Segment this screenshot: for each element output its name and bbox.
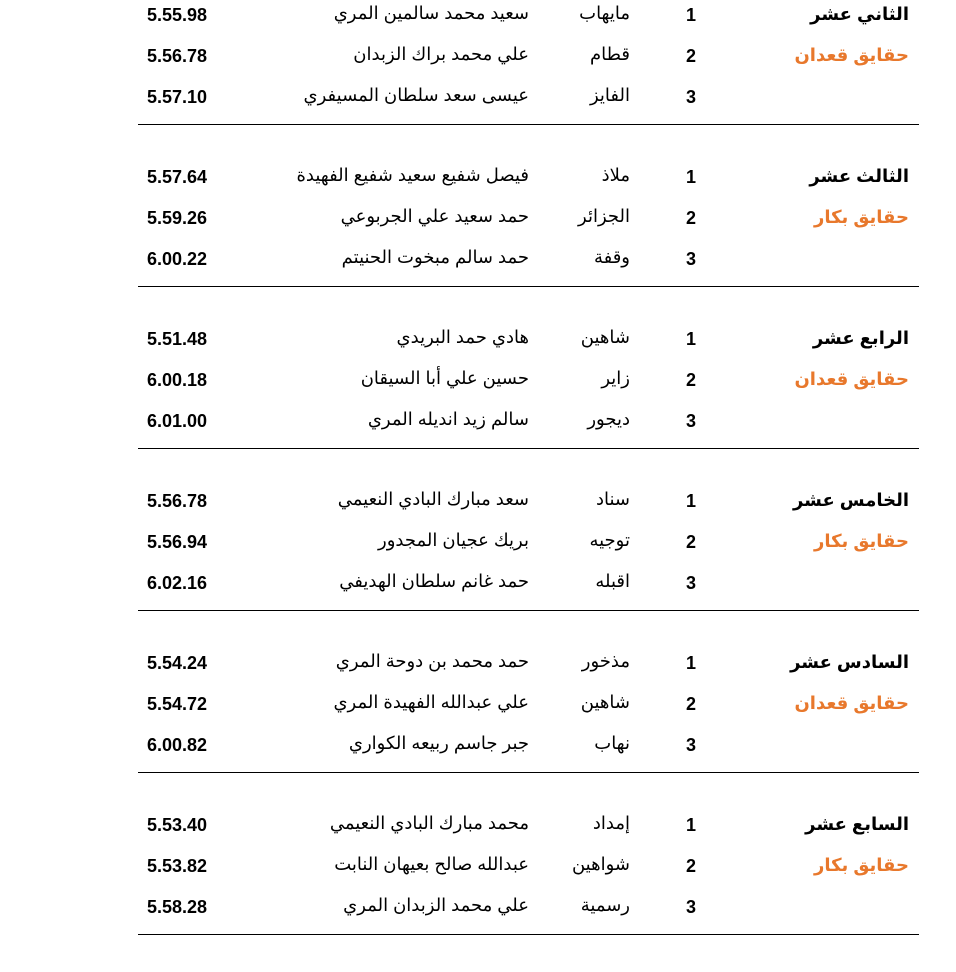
result-owner-name: حمد سالم مبخوت الحنيتم [341,247,529,267]
result-owner-name: سعيد محمد سالمين المري [333,3,529,23]
result-time: 5.54.24 [147,653,208,673]
result-rank: 2 [686,532,697,552]
result-rank: 3 [686,87,697,107]
race-category: حقايق قعدان [794,369,909,389]
race-category: حقايق قعدان [794,45,909,65]
result-owner-name: محمد مبارك البادي النعيمي [329,813,529,833]
result-time: 6.00.82 [147,735,208,755]
result-rank: 2 [686,46,697,66]
result-camel-name: قطام [590,44,630,64]
result-camel-name: زاير [601,368,630,388]
result-owner-name: علي عبدالله الفهيدة المري [333,692,529,712]
result-rank: 3 [686,573,697,593]
race-category: حقايق بكار [813,855,909,875]
result-owner-name: بريك عجيان المجدور [378,530,529,550]
result-camel-name: توجيه [589,530,630,550]
result-time: 5.56.78 [147,491,208,511]
result-time: 5.58.28 [147,897,208,917]
result-camel-name: إمداد [592,813,630,833]
result-rank: 3 [686,411,697,431]
result-owner-name: حمد غانم سلطان الهديفي [339,571,529,591]
result-rank: 3 [686,735,697,755]
result-owner-name: جبر جاسم ربيعه الكواري [348,733,529,753]
race-divider [138,610,919,611]
result-time: 5.54.72 [147,694,208,714]
result-camel-name: شواهين [571,854,630,874]
result-rank: 2 [686,856,697,876]
race-title: الرابع عشر [812,328,909,348]
result-camel-name: اقبله [595,571,630,591]
race-title: السادس عشر [790,652,909,672]
result-rank: 2 [686,694,697,714]
result-rank: 1 [686,815,697,835]
result-rank: 3 [686,897,697,917]
result-camel-name: مايهاب [579,3,630,23]
race-title: الثاني عشر [810,4,909,24]
race-block [0,486,956,648]
race-category: حقايق قعدان [794,693,909,713]
result-time: 6.00.22 [147,249,208,269]
result-owner-name: عبدالله صالح بعيهان النابت [334,854,529,874]
result-time: 5.55.98 [147,5,208,25]
result-time: 6.02.16 [147,573,208,593]
race-block [0,324,956,486]
result-time: 5.59.26 [147,208,208,228]
result-rank: 2 [686,370,697,390]
result-owner-name: سالم زيد انديله المري [367,409,529,429]
result-camel-name: شاهين [580,692,630,712]
result-time: 5.51.48 [147,329,208,349]
result-owner-name: عيسى سعد سلطان المسيفري [303,85,529,105]
result-rank: 2 [686,208,697,228]
race-title: السابع عشر [805,814,909,834]
race-block [0,648,956,810]
result-time: 5.53.40 [147,815,208,835]
race-divider [138,286,919,287]
result-camel-name: الجزائر [578,206,630,226]
race-divider [138,448,919,449]
result-owner-name: حمد سعيد علي الجربوعي [340,206,529,226]
race-title: الخامس عشر [792,490,909,510]
result-rank: 1 [686,167,697,187]
result-camel-name: نهاب [594,733,630,753]
race-block [0,810,956,972]
result-owner-name: سعد مبارك البادي النعيمي [337,489,529,509]
result-camel-name: وقفة [593,247,630,267]
race-block [0,162,956,324]
result-owner-name: فيصل شفيع سعيد شفيع الفهيدة [296,165,529,185]
result-time: 6.01.00 [147,411,208,431]
result-owner-name: علي محمد براك الزبدان [353,44,529,64]
result-rank: 1 [686,329,697,349]
result-camel-name: سناد [595,489,630,509]
result-time: 5.57.10 [147,87,208,107]
result-owner-name: هادي حمد البريدي [396,327,529,347]
result-camel-name: رسمية [580,895,630,915]
result-camel-name: مذخور [581,651,630,671]
race-category: حقايق بكار [813,207,909,227]
race-title: الثالث عشر [809,166,909,186]
result-rank: 1 [686,5,697,25]
result-camel-name: شاهين [580,327,630,347]
result-camel-name: الفايز [589,85,630,105]
result-rank: 3 [686,249,697,269]
race-divider [138,934,919,935]
race-divider [138,124,919,125]
race-divider [138,772,919,773]
result-camel-name: ديجور [587,409,630,429]
result-time: 5.56.94 [147,532,208,552]
result-owner-name: علي محمد الزبدان المري [343,895,529,915]
result-time: 5.56.78 [147,46,208,66]
result-time: 6.00.18 [147,370,208,390]
race-category: حقايق بكار [813,531,909,551]
result-time: 5.53.82 [147,856,208,876]
result-camel-name: ملاذ [601,165,630,185]
result-owner-name: حمد محمد بن دوحة المري [335,651,529,671]
result-owner-name: حسين علي أبا السيقان [360,368,529,388]
race-block [0,0,956,162]
result-rank: 1 [686,491,697,511]
result-time: 5.57.64 [147,167,208,187]
result-rank: 1 [686,653,697,673]
